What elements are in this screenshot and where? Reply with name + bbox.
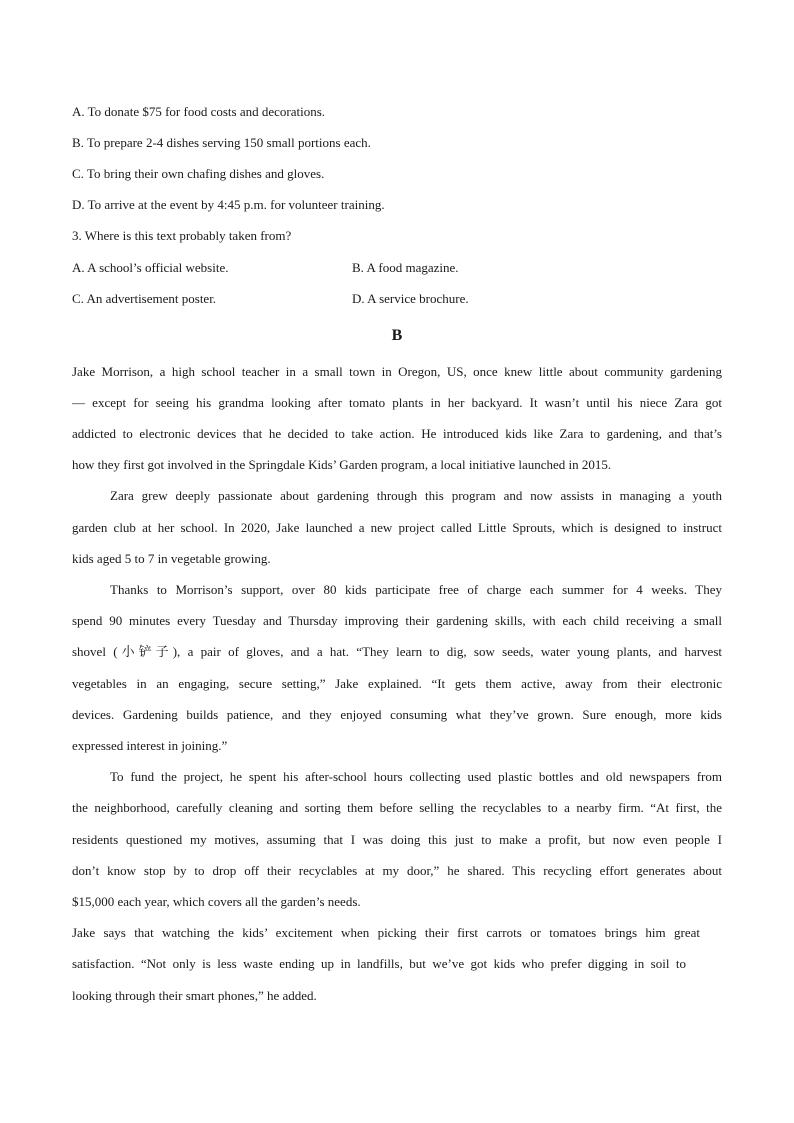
passage-line: addicted to electronic devices that he decided to take action. He introduced kids like Zara to gardening, and that’s	[72, 426, 722, 441]
passage-line: the neighborhood, carefully cleaning and sorting them before selling the recyclables to a nearby firm. “At first, the	[72, 800, 722, 815]
option-3a: A. A school’s official website.	[72, 260, 229, 275]
passage-line: how they first got involved in the Springdale Kids’ Garden program, a local initiative launched in 2015.	[72, 457, 612, 472]
passage-line: shovel (小铲子), a pair of gloves, and a hat. “They learn to dig, sow seeds, water young plants, and harvest	[72, 644, 722, 659]
option-3c: C. An advertisement poster.	[72, 291, 217, 306]
question-3: 3. Where is this text probably taken from?	[72, 228, 292, 243]
passage-line: residents questioned my motives, assuming that I was doing this just to make a profit, but now even people I	[72, 832, 722, 847]
passage-line: — except for seeing his grandma looking after tomato plants in her backyard. It wasn’t until his niece Zara got	[72, 395, 722, 410]
passage-line: kids aged 5 to 7 in vegetable growing.	[72, 551, 271, 566]
passage-line: don’t know stop by to drop off their recyclables at my door,” he shared. This recycling effort generates about	[72, 863, 722, 878]
option-2b: B. To prepare 2-4 dishes serving 150 small portions each.	[72, 135, 371, 150]
passage-line: Thanks to Morrison’s support, over 80 kids participate free of charge each summer for 4 weeks. They	[110, 582, 722, 597]
option-2a: A. To donate $75 for food costs and decorations.	[72, 104, 326, 119]
option-3d: D. A service brochure.	[352, 291, 469, 306]
passage-line: looking through their smart phones,” he added.	[72, 988, 317, 1003]
passage-line: To fund the project, he spent his after-school hours collecting used plastic bottles and old newspapers from	[110, 769, 722, 784]
passage-line: Jake says that watching the kids’ excitement when picking their first carrots or tomatoes brings him great	[72, 925, 700, 940]
section-heading: B	[391, 327, 403, 344]
passage-line: vegetables in an engaging, secure setting,” Jake explained. “It gets them active, away from their electronic	[72, 676, 722, 691]
passage-line: Jake Morrison, a high school teacher in a small town in Oregon, US, once knew little about community gardening	[72, 364, 722, 379]
passage-line: $15,000 each year, which covers all the garden’s needs.	[72, 894, 361, 909]
passage-line: spend 90 minutes every Tuesday and Thursday improving their gardening skills, with each child receiving a small	[72, 613, 722, 628]
passage-line: satisfaction. “Not only is less waste ending up in landfills, but we’ve got kids who prefer digging in soil to	[72, 956, 686, 971]
passage-line: devices. Gardening builds patience, and they enjoyed consuming what they’ve grown. Sure enough, more kids	[72, 707, 722, 722]
passage-line: Zara grew deeply passionate about gardening through this program and now assists in managing a youth	[110, 488, 722, 503]
option-2d: D. To arrive at the event by 4:45 p.m. for volunteer training.	[72, 197, 385, 212]
option-2c: C. To bring their own chafing dishes and gloves.	[72, 166, 325, 181]
option-3b: B. A food magazine.	[352, 260, 459, 275]
passage-line: expressed interest in joining.”	[72, 738, 228, 753]
passage-line: garden club at her school. In 2020, Jake launched a new project called Little Sprouts, which is designed to instruct	[72, 520, 722, 535]
